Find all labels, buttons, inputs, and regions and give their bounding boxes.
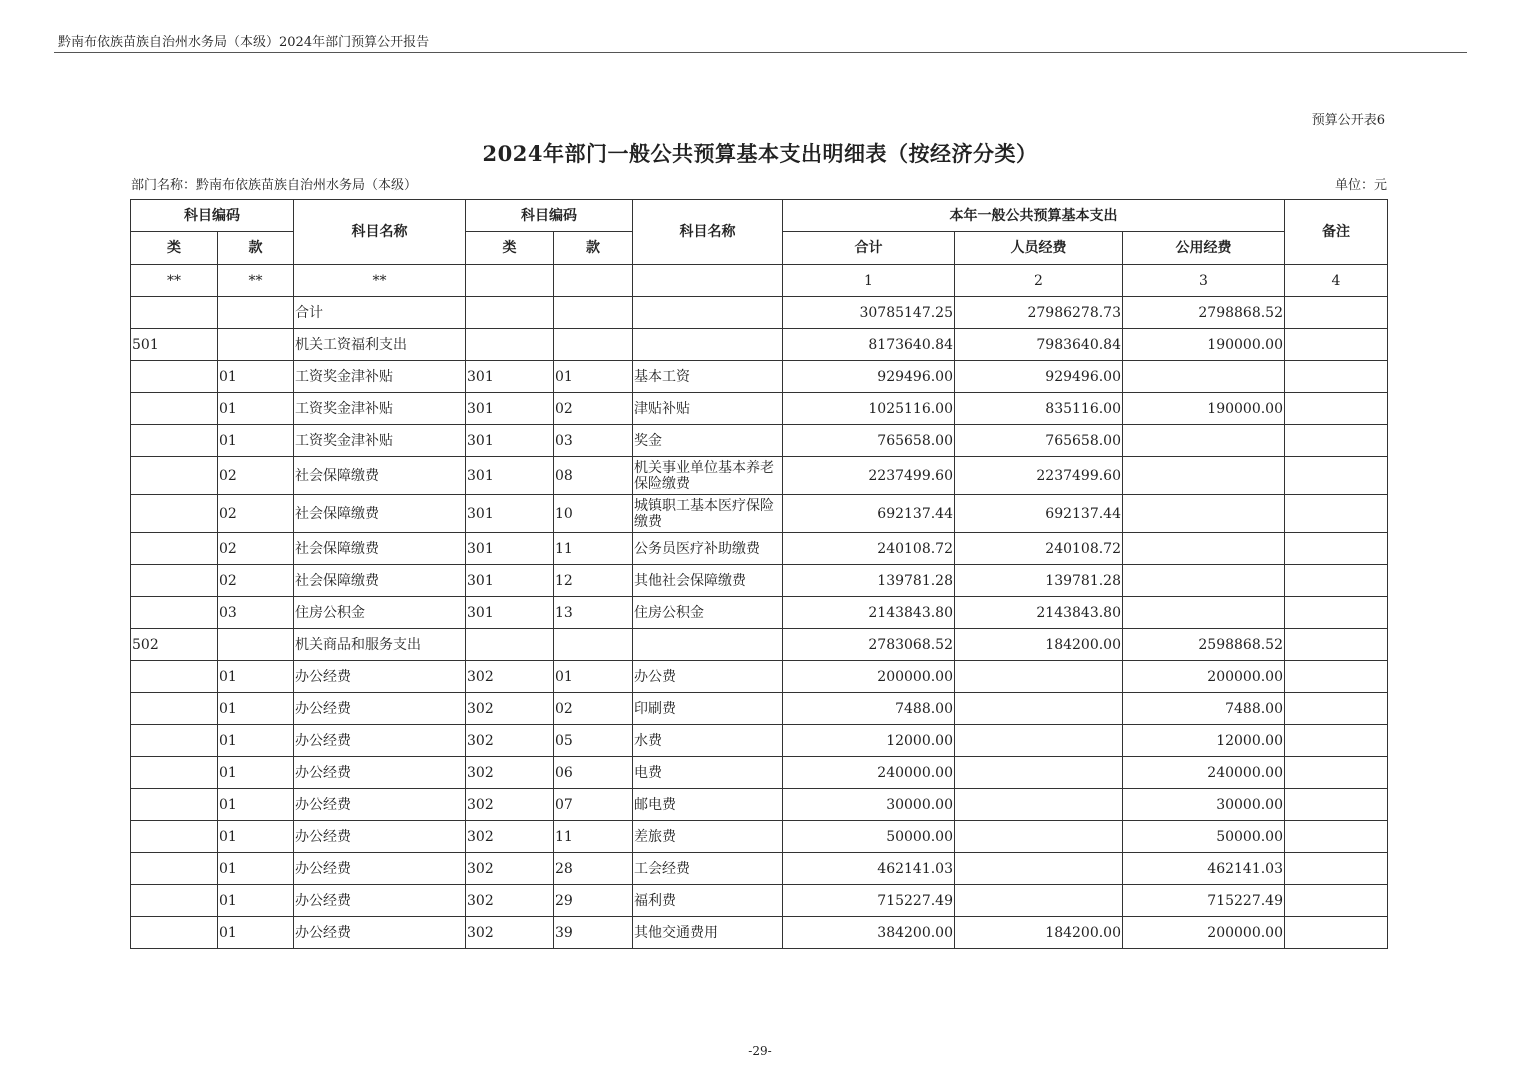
cell-subject-name-2: 福利费 [633, 885, 783, 917]
cell-remark [1285, 821, 1388, 853]
cell-public: 715227.49 [1123, 885, 1285, 917]
cell-subject-name-1: 办公经费 [294, 661, 466, 693]
cell-subject-name-2: 津贴补贴 [633, 393, 783, 425]
cell-personnel: 835116.00 [955, 393, 1123, 425]
index-cell: 2 [955, 265, 1123, 297]
page-number: -29- [748, 1044, 772, 1058]
header-subject-code-2: 科目编码 [466, 200, 633, 232]
table-row [131, 495, 1388, 533]
cell-kuan-1: 03 [218, 597, 294, 629]
cell-remark [1285, 565, 1388, 597]
cell-public: 190000.00 [1123, 393, 1285, 425]
cell-total: 2237499.60 [783, 457, 955, 495]
cell-public [1123, 457, 1285, 495]
cell-lei-1 [131, 757, 218, 789]
cell-personnel: 2237499.60 [955, 457, 1123, 495]
cell-kuan-2 [554, 329, 633, 361]
cell-kuan-2: 01 [554, 661, 633, 693]
cell-subject-name-2: 邮电费 [633, 789, 783, 821]
index-cell [554, 265, 633, 297]
cell-lei-2: 302 [466, 821, 554, 853]
cell-kuan-1: 02 [218, 533, 294, 565]
cell-subject-name-1: 工资奖金津补贴 [294, 393, 466, 425]
cell-lei-1 [131, 725, 218, 757]
running-header: 黔南布依族苗族自治州水务局（本级）2024年部门预算公开报告 [58, 35, 430, 50]
cell-kuan-1 [218, 297, 294, 329]
cell-lei-1 [131, 821, 218, 853]
header-lei-2: 类 [466, 232, 554, 265]
cell-kuan-2: 07 [554, 789, 633, 821]
cell-kuan-2: 05 [554, 725, 633, 757]
cell-kuan-2: 39 [554, 917, 633, 949]
cell-personnel [955, 821, 1123, 853]
cell-lei-2: 302 [466, 725, 554, 757]
index-cell: 1 [783, 265, 955, 297]
table-row [131, 629, 1388, 661]
table-row [131, 917, 1388, 949]
cell-public: 240000.00 [1123, 757, 1285, 789]
cell-kuan-2 [554, 297, 633, 329]
cell-lei-1 [131, 457, 218, 495]
cell-public [1123, 495, 1285, 533]
table-row [131, 457, 1388, 495]
header-lei-1: 类 [131, 232, 218, 265]
cell-subject-name-2: 水费 [633, 725, 783, 757]
cell-subject-name-1: 社会保障缴费 [294, 495, 466, 533]
cell-subject-name-1: 社会保障缴费 [294, 533, 466, 565]
cell-total: 2783068.52 [783, 629, 955, 661]
index-cell: 3 [1123, 265, 1285, 297]
cell-subject-name-2: 电费 [633, 757, 783, 789]
cell-kuan-2: 08 [554, 457, 633, 495]
table-row [131, 789, 1388, 821]
cell-lei-2: 301 [466, 597, 554, 629]
cell-kuan-1 [218, 329, 294, 361]
cell-remark [1285, 425, 1388, 457]
cell-subject-name-1: 机关商品和服务支出 [294, 629, 466, 661]
cell-kuan-2: 11 [554, 533, 633, 565]
cell-kuan-2: 28 [554, 853, 633, 885]
cell-lei-1 [131, 425, 218, 457]
cell-public: 200000.00 [1123, 661, 1285, 693]
cell-personnel: 184200.00 [955, 629, 1123, 661]
cell-lei-1 [131, 885, 218, 917]
table-row [131, 533, 1388, 565]
cell-personnel: 2143843.80 [955, 597, 1123, 629]
cell-total: 1025116.00 [783, 393, 955, 425]
cell-public: 2798868.52 [1123, 297, 1285, 329]
cell-public: 12000.00 [1123, 725, 1285, 757]
cell-personnel: 240108.72 [955, 533, 1123, 565]
cell-kuan-2: 02 [554, 393, 633, 425]
cell-personnel [955, 693, 1123, 725]
cell-remark [1285, 597, 1388, 629]
cell-kuan-2: 10 [554, 495, 633, 533]
cell-public [1123, 361, 1285, 393]
cell-total: 12000.00 [783, 725, 955, 757]
cell-subject-name-1: 办公经费 [294, 821, 466, 853]
cell-public: 30000.00 [1123, 789, 1285, 821]
index-cell: ** [218, 265, 294, 297]
header-subject-code-1: 科目编码 [131, 200, 294, 232]
cell-total: 384200.00 [783, 917, 955, 949]
cell-personnel: 765658.00 [955, 425, 1123, 457]
cell-lei-2: 302 [466, 661, 554, 693]
cell-personnel: 7983640.84 [955, 329, 1123, 361]
table-number-label: 预算公开表6 [1311, 113, 1385, 128]
cell-subject-name-2: 基本工资 [633, 361, 783, 393]
table-row [131, 661, 1388, 693]
cell-lei-1 [131, 853, 218, 885]
cell-personnel [955, 661, 1123, 693]
cell-kuan-2: 02 [554, 693, 633, 725]
cell-remark [1285, 495, 1388, 533]
cell-subject-name-1: 工资奖金津补贴 [294, 425, 466, 457]
cell-kuan-2: 29 [554, 885, 633, 917]
cell-personnel [955, 789, 1123, 821]
cell-lei-2: 301 [466, 361, 554, 393]
cell-lei-2 [466, 297, 554, 329]
cell-remark [1285, 297, 1388, 329]
header-subject-name-2: 科目名称 [633, 200, 783, 265]
cell-kuan-1: 02 [218, 495, 294, 533]
cell-remark [1285, 361, 1388, 393]
cell-lei-2: 301 [466, 425, 554, 457]
cell-lei-2 [466, 629, 554, 661]
cell-personnel [955, 757, 1123, 789]
cell-kuan-1 [218, 629, 294, 661]
cell-subject-name-2: 公务员医疗补助缴费 [633, 533, 783, 565]
cell-subject-name-1: 办公经费 [294, 885, 466, 917]
cell-total: 139781.28 [783, 565, 955, 597]
header-kuan-1: 款 [218, 232, 294, 265]
cell-lei-1 [131, 661, 218, 693]
cell-kuan-2: 13 [554, 597, 633, 629]
cell-lei-1 [131, 495, 218, 533]
cell-subject-name-1: 工资奖金津补贴 [294, 361, 466, 393]
cell-subject-name-1: 办公经费 [294, 693, 466, 725]
cell-lei-1: 501 [131, 329, 218, 361]
cell-personnel [955, 885, 1123, 917]
cell-public [1123, 565, 1285, 597]
cell-public [1123, 533, 1285, 565]
cell-lei-2: 301 [466, 457, 554, 495]
cell-public: 190000.00 [1123, 329, 1285, 361]
table-row [131, 725, 1388, 757]
cell-personnel: 27986278.73 [955, 297, 1123, 329]
cell-total: 240108.72 [783, 533, 955, 565]
cell-lei-2: 301 [466, 393, 554, 425]
table-row [131, 821, 1388, 853]
cell-kuan-2: 06 [554, 757, 633, 789]
table-row [131, 597, 1388, 629]
index-cell: 4 [1285, 265, 1388, 297]
cell-public: 462141.03 [1123, 853, 1285, 885]
cell-lei-2: 302 [466, 757, 554, 789]
cell-lei-1: 502 [131, 629, 218, 661]
cell-total: 50000.00 [783, 821, 955, 853]
cell-remark [1285, 693, 1388, 725]
cell-subject-name-1: 社会保障缴费 [294, 565, 466, 597]
cell-public: 200000.00 [1123, 917, 1285, 949]
cell-kuan-1: 01 [218, 917, 294, 949]
cell-lei-2: 301 [466, 565, 554, 597]
table-body [131, 297, 1388, 949]
cell-total: 765658.00 [783, 425, 955, 457]
cell-total: 462141.03 [783, 853, 955, 885]
cell-kuan-1: 01 [218, 661, 294, 693]
cell-public: 50000.00 [1123, 821, 1285, 853]
cell-kuan-1: 01 [218, 693, 294, 725]
header-kuan-2: 款 [554, 232, 633, 265]
table-row [131, 757, 1388, 789]
cell-remark [1285, 393, 1388, 425]
cell-total: 7488.00 [783, 693, 955, 725]
header-row-1 [131, 200, 1388, 232]
cell-public [1123, 425, 1285, 457]
cell-subject-name-1: 住房公积金 [294, 597, 466, 629]
cell-remark [1285, 917, 1388, 949]
cell-total: 30785147.25 [783, 297, 955, 329]
header-remark: 备注 [1285, 200, 1388, 265]
cell-lei-2: 302 [466, 885, 554, 917]
header-personnel: 人员经费 [955, 232, 1123, 265]
cell-subject-name-1: 办公经费 [294, 725, 466, 757]
cell-kuan-1: 01 [218, 425, 294, 457]
cell-kuan-1: 01 [218, 361, 294, 393]
index-row [131, 265, 1388, 297]
cell-total: 2143843.80 [783, 597, 955, 629]
cell-subject-name-1: 合计 [294, 297, 466, 329]
page-title: 2024年部门一般公共预算基本支出明细表（按经济分类） [482, 141, 1038, 166]
cell-subject-name-2: 住房公积金 [633, 597, 783, 629]
cell-total: 30000.00 [783, 789, 955, 821]
cell-kuan-2: 01 [554, 361, 633, 393]
cell-remark [1285, 853, 1388, 885]
cell-total: 929496.00 [783, 361, 955, 393]
cell-personnel [955, 853, 1123, 885]
cell-kuan-1: 02 [218, 457, 294, 495]
index-cell [466, 265, 554, 297]
cell-remark [1285, 629, 1388, 661]
cell-total: 8173640.84 [783, 329, 955, 361]
cell-kuan-2 [554, 629, 633, 661]
cell-remark [1285, 885, 1388, 917]
cell-lei-1 [131, 533, 218, 565]
budget-table [130, 199, 1388, 949]
cell-personnel: 139781.28 [955, 565, 1123, 597]
cell-subject-name-1: 社会保障缴费 [294, 457, 466, 495]
cell-total: 200000.00 [783, 661, 955, 693]
cell-lei-2: 302 [466, 789, 554, 821]
cell-subject-name-2: 办公费 [633, 661, 783, 693]
cell-subject-name-2: 其他交通费用 [633, 917, 783, 949]
cell-total: 692137.44 [783, 495, 955, 533]
cell-lei-1 [131, 297, 218, 329]
cell-lei-2: 302 [466, 853, 554, 885]
cell-subject-name-2: 印刷费 [633, 693, 783, 725]
cell-subject-name-1: 机关工资福利支出 [294, 329, 466, 361]
cell-public: 2598868.52 [1123, 629, 1285, 661]
cell-lei-1 [131, 597, 218, 629]
header-subject-name-1: 科目名称 [294, 200, 466, 265]
header-budget-group: 本年一般公共预算基本支出 [783, 200, 1285, 232]
cell-subject-name-2: 工会经费 [633, 853, 783, 885]
cell-lei-1 [131, 693, 218, 725]
cell-lei-2 [466, 329, 554, 361]
cell-lei-1 [131, 361, 218, 393]
cell-remark [1285, 789, 1388, 821]
cell-lei-2: 301 [466, 533, 554, 565]
cell-personnel: 929496.00 [955, 361, 1123, 393]
table-row [131, 853, 1388, 885]
cell-kuan-1: 01 [218, 789, 294, 821]
cell-kuan-1: 02 [218, 565, 294, 597]
cell-remark [1285, 533, 1388, 565]
unit-label: 单位：元 [1334, 178, 1387, 193]
cell-lei-1 [131, 565, 218, 597]
cell-kuan-2: 11 [554, 821, 633, 853]
cell-kuan-2: 03 [554, 425, 633, 457]
cell-kuan-1: 01 [218, 821, 294, 853]
cell-remark [1285, 661, 1388, 693]
cell-personnel: 184200.00 [955, 917, 1123, 949]
cell-subject-name-2: 奖金 [633, 425, 783, 457]
cell-lei-1 [131, 917, 218, 949]
cell-kuan-1: 01 [218, 725, 294, 757]
cell-lei-2: 301 [466, 495, 554, 533]
header-divider [54, 52, 1467, 53]
cell-subject-name-2: 其他社会保障缴费 [633, 565, 783, 597]
cell-lei-1 [131, 393, 218, 425]
cell-subject-name-2 [633, 297, 783, 329]
cell-remark [1285, 757, 1388, 789]
table-row [131, 297, 1388, 329]
header-total: 合计 [783, 232, 955, 265]
table-row [131, 393, 1388, 425]
table-row [131, 329, 1388, 361]
cell-kuan-1: 01 [218, 853, 294, 885]
cell-lei-2: 302 [466, 917, 554, 949]
cell-subject-name-2: 差旅费 [633, 821, 783, 853]
cell-subject-name-1: 办公经费 [294, 917, 466, 949]
cell-remark [1285, 457, 1388, 495]
cell-total: 715227.49 [783, 885, 955, 917]
cell-kuan-1: 01 [218, 885, 294, 917]
cell-public [1123, 597, 1285, 629]
table-row [131, 425, 1388, 457]
cell-subject-name-2: 城镇职工基本医疗保险缴费 [633, 495, 783, 533]
cell-subject-name-2: 机关事业单位基本养老保险缴费 [633, 457, 783, 495]
cell-subject-name-1: 办公经费 [294, 789, 466, 821]
table-row [131, 361, 1388, 393]
cell-kuan-1: 01 [218, 393, 294, 425]
header-public: 公用经费 [1123, 232, 1285, 265]
cell-kuan-1: 01 [218, 757, 294, 789]
cell-lei-1 [131, 789, 218, 821]
department-name-line: 部门名称：黔南布依族苗族自治州水务局（本级） [131, 178, 418, 193]
cell-subject-name-1: 办公经费 [294, 853, 466, 885]
cell-total: 240000.00 [783, 757, 955, 789]
cell-subject-name-2 [633, 329, 783, 361]
table-row [131, 565, 1388, 597]
index-cell: ** [131, 265, 218, 297]
cell-personnel [955, 725, 1123, 757]
cell-public: 7488.00 [1123, 693, 1285, 725]
cell-subject-name-1: 办公经费 [294, 757, 466, 789]
cell-remark [1285, 725, 1388, 757]
cell-subject-name-2 [633, 629, 783, 661]
table-row [131, 693, 1388, 725]
index-cell [633, 265, 783, 297]
cell-lei-2: 302 [466, 693, 554, 725]
cell-remark [1285, 329, 1388, 361]
cell-personnel: 692137.44 [955, 495, 1123, 533]
table-row [131, 885, 1388, 917]
index-cell: ** [294, 265, 466, 297]
cell-kuan-2: 12 [554, 565, 633, 597]
